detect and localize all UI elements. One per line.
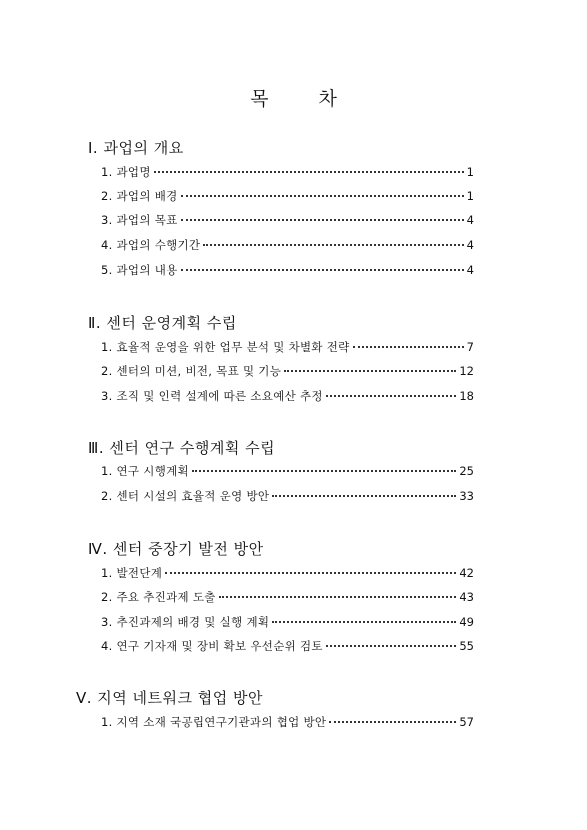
toc-entry-label: 1. 지역 소재 국공립연구기관과의 협업 방안 xyxy=(101,715,327,729)
toc-entry[interactable] xyxy=(101,714,474,732)
dot-leader xyxy=(329,721,456,723)
toc-entry-page: 43 xyxy=(459,590,474,604)
toc-entry-page: 33 xyxy=(459,489,474,503)
toc-entry-label: 4. 연구 기자재 및 장비 확보 우선순위 검토 xyxy=(101,639,323,653)
dot-leader xyxy=(353,346,464,348)
dot-leader xyxy=(181,269,464,271)
toc-entry[interactable] xyxy=(101,237,474,255)
dot-leader xyxy=(192,470,456,472)
dot-leader xyxy=(219,596,457,598)
dot-leader xyxy=(165,572,456,574)
section-heading-5: Ⅴ. 지역 네트워크 협업 방안 xyxy=(76,689,264,707)
dot-leader xyxy=(326,645,457,647)
toc-entry-label: 2. 센터 시설의 효율적 운영 방안 xyxy=(101,489,270,503)
dot-leader xyxy=(181,195,464,197)
dot-leader xyxy=(154,171,464,173)
toc-entry[interactable] xyxy=(101,262,474,280)
dot-leader xyxy=(284,370,456,372)
toc-entry-page: 4 xyxy=(466,238,474,252)
toc-entry-label: 3. 조직 및 인력 설계에 따른 소요예산 추정 xyxy=(101,389,323,403)
toc-entry-label: 2. 과업의 배경 xyxy=(101,189,178,203)
toc-entry-page: 1 xyxy=(466,165,474,179)
dot-leader xyxy=(326,395,457,397)
toc-entry[interactable] xyxy=(101,565,474,583)
toc-entry-label: 1. 연구 시행계획 xyxy=(101,464,189,478)
toc-entry-page: 4 xyxy=(466,213,474,227)
toc-entry[interactable] xyxy=(101,388,474,406)
toc-entry-page: 57 xyxy=(459,715,474,729)
toc-entry-label: 2. 주요 추진과제 도출 xyxy=(101,590,216,604)
toc-entry-page: 49 xyxy=(459,615,474,629)
toc-entry-label: 5. 과업의 내용 xyxy=(101,263,178,277)
toc-entry-label: 2. 센터의 미션, 비전, 목표 및 기능 xyxy=(101,364,282,378)
toc-entry-page: 42 xyxy=(459,566,474,580)
toc-entry-label: 1. 발전단계 xyxy=(101,566,163,580)
toc-entry[interactable] xyxy=(101,188,474,206)
dot-leader xyxy=(181,219,464,221)
section-heading-3: Ⅲ. 센터 연구 수행계획 수립 xyxy=(88,439,276,457)
section-heading-1: Ⅰ. 과업의 개요 xyxy=(88,139,184,157)
toc-entry-label: 4. 과업의 수행기간 xyxy=(101,238,201,252)
toc-title: 목 차 xyxy=(250,88,359,110)
toc-entry-page: 1 xyxy=(466,189,474,203)
toc-entry[interactable] xyxy=(101,589,474,607)
toc-entry[interactable] xyxy=(101,212,474,230)
toc-entry[interactable] xyxy=(101,614,474,632)
toc-entry[interactable] xyxy=(101,463,474,481)
toc-entry[interactable] xyxy=(101,488,474,506)
toc-entry-page: 4 xyxy=(466,263,474,277)
toc-entry-label: 3. 추진과제의 배경 및 실행 계획 xyxy=(101,615,270,629)
toc-entry-label: 3. 과업의 목표 xyxy=(101,213,178,227)
toc-entry[interactable] xyxy=(101,638,474,656)
section-heading-2: Ⅱ. 센터 운영계획 수립 xyxy=(88,314,237,332)
section-heading-4: Ⅳ. 센터 중장기 발전 방안 xyxy=(88,540,264,558)
dot-leader xyxy=(203,244,463,246)
toc-entry[interactable] xyxy=(101,363,474,381)
toc-entry-page: 18 xyxy=(459,389,474,403)
toc-entry-page: 12 xyxy=(459,364,474,378)
toc-entry-label: 1. 과업명 xyxy=(101,165,151,179)
toc-entry-page: 55 xyxy=(459,639,474,653)
dot-leader xyxy=(272,495,456,497)
toc-entry[interactable] xyxy=(101,339,474,357)
toc-entry-page: 25 xyxy=(459,464,474,478)
dot-leader xyxy=(272,621,456,623)
toc-entry-page: 7 xyxy=(466,340,474,354)
toc-entry[interactable] xyxy=(101,164,474,182)
toc-entry-label: 1. 효율적 운영을 위한 업무 분석 및 차별화 전략 xyxy=(101,340,350,354)
